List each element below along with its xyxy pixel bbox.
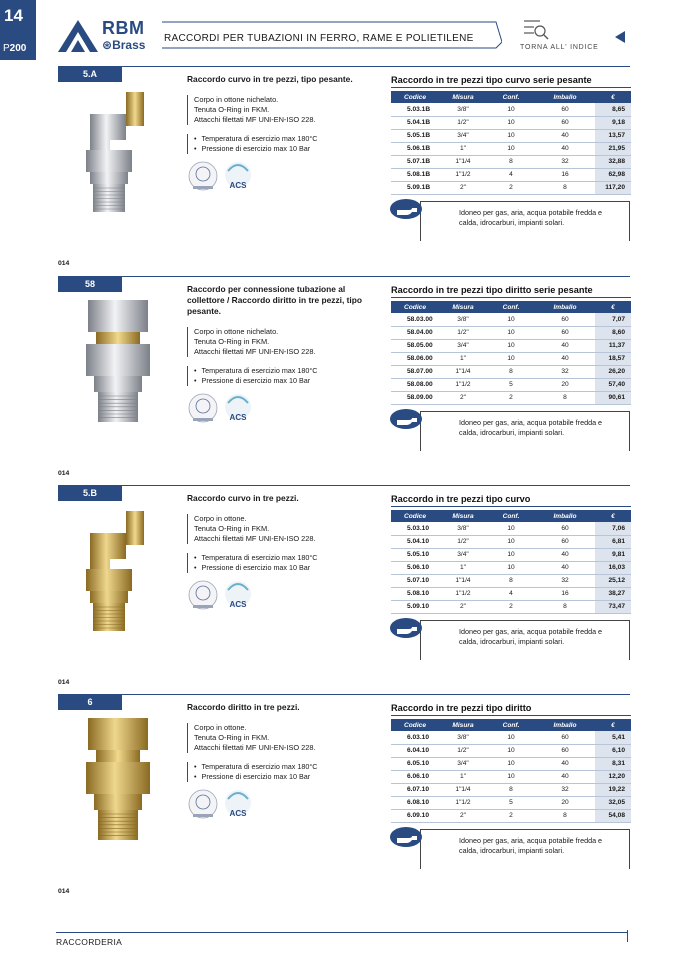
triangle-left-icon[interactable] xyxy=(614,30,626,44)
box-qty: 8 xyxy=(535,181,595,194)
table-title-rule xyxy=(391,715,631,716)
product-title: Raccordo per connessione tubazione al collettore / Raccordo diritto in tre pezzi, tipo pesante. xyxy=(187,284,362,316)
certification-logos xyxy=(188,391,258,425)
feature-item: • Temperatura di esercizio max 180°C xyxy=(194,366,317,376)
footer-label: RACCORDERIA xyxy=(56,937,123,947)
box-qty: 40 xyxy=(535,352,595,365)
table-header-row xyxy=(391,719,631,731)
product-title: Raccordo diritto in tre pezzi. xyxy=(187,702,300,712)
table-header-cell: Codice xyxy=(391,91,439,103)
pointing-hand-icon xyxy=(389,198,423,220)
price: 90,61 xyxy=(595,391,631,404)
pack-qty: 10 xyxy=(487,744,535,757)
feature-item: • Temperatura di esercizio max 180°C xyxy=(194,553,317,563)
description-line: Tenuta O-Ring in FKM. xyxy=(194,337,270,346)
size: 1"1/4 xyxy=(439,783,487,796)
size: 1" xyxy=(439,770,487,783)
table-header-cell: Imballo xyxy=(535,301,595,313)
size: 1"1/2 xyxy=(439,168,487,181)
product-image xyxy=(68,84,168,219)
size: 1"1/4 xyxy=(439,574,487,587)
pack-qty: 10 xyxy=(487,561,535,574)
box-qty: 16 xyxy=(535,168,595,181)
table-row xyxy=(391,548,631,561)
usage-note-text: Idoneo per gas, aria, acqua potabile fredda e calda, idrocarburi, impianti solari. xyxy=(459,836,603,855)
size: 1/2" xyxy=(439,116,487,129)
price: 62,98 xyxy=(595,168,631,181)
section-code: 014 xyxy=(58,888,70,895)
box-qty: 16 xyxy=(535,587,595,600)
description-line: Tenuta O-Ring in FKM. xyxy=(194,105,270,114)
description-line: Attacchi filettati MF UNI-EN-ISO 228. xyxy=(194,743,316,752)
size: 1/2" xyxy=(439,326,487,339)
product-code: 5.07.1B xyxy=(391,155,439,168)
table-row xyxy=(391,181,631,194)
product-features xyxy=(187,366,317,386)
description-line: Corpo in ottone. xyxy=(194,514,247,523)
pack-qty: 10 xyxy=(487,116,535,129)
section-badge: 5.A xyxy=(58,67,122,82)
feature-item: • Pressione di esercizio max 10 Bar xyxy=(194,772,317,782)
section-code: 014 xyxy=(58,470,70,477)
svg-text:ACS: ACS xyxy=(229,600,247,609)
table-row xyxy=(391,731,631,744)
price: 8,65 xyxy=(595,103,631,116)
pointing-hand-icon xyxy=(389,408,423,430)
note-corner xyxy=(618,439,630,451)
box-qty: 40 xyxy=(535,129,595,142)
feature-item: • Pressione di esercizio max 10 Bar xyxy=(194,563,317,573)
product-image xyxy=(68,712,168,847)
table-row xyxy=(391,378,631,391)
table-row xyxy=(391,535,631,548)
box-qty: 32 xyxy=(535,155,595,168)
table-row xyxy=(391,116,631,129)
price: 32,05 xyxy=(595,796,631,809)
price: 16,03 xyxy=(595,561,631,574)
section-rule xyxy=(58,66,630,67)
table-header-cell: Imballo xyxy=(535,91,595,103)
table-row xyxy=(391,561,631,574)
section-badge: 58 xyxy=(58,277,122,292)
table-row xyxy=(391,168,631,181)
product-code: 5.03.10 xyxy=(391,522,439,535)
box-qty: 40 xyxy=(535,142,595,155)
section-rule xyxy=(58,485,630,486)
table-title: Raccordo in tre pezzi tipo diritto serie pesante xyxy=(391,285,593,295)
table-header-cell: Imballo xyxy=(535,719,595,731)
box-qty: 60 xyxy=(535,744,595,757)
table-header-cell: Conf. xyxy=(487,301,535,313)
size: 1" xyxy=(439,142,487,155)
pack-qty: 10 xyxy=(487,339,535,352)
size: 3/8" xyxy=(439,103,487,116)
svg-text:ACS: ACS xyxy=(229,413,247,422)
table-title-rule xyxy=(391,297,631,298)
price-table xyxy=(391,301,631,405)
product-code: 6.09.10 xyxy=(391,809,439,822)
pack-qty: 10 xyxy=(487,352,535,365)
pack-qty: 8 xyxy=(487,783,535,796)
price: 26,20 xyxy=(595,365,631,378)
size: 2" xyxy=(439,600,487,613)
price: 6,81 xyxy=(595,535,631,548)
size: 1"1/2 xyxy=(439,378,487,391)
product-code: 5.09.10 xyxy=(391,600,439,613)
pack-qty: 10 xyxy=(487,535,535,548)
pack-qty: 10 xyxy=(487,313,535,326)
size: 1"1/4 xyxy=(439,365,487,378)
size: 1"1/4 xyxy=(439,155,487,168)
pack-qty: 10 xyxy=(487,757,535,770)
feature-item: • Temperatura di esercizio max 180°C xyxy=(194,134,317,144)
box-qty: 60 xyxy=(535,522,595,535)
size: 1" xyxy=(439,561,487,574)
feature-item: • Temperatura di esercizio max 180°C xyxy=(194,762,317,772)
table-row xyxy=(391,796,631,809)
product-image xyxy=(68,503,168,638)
size: 1" xyxy=(439,352,487,365)
section-rule xyxy=(58,276,630,277)
box-qty: 60 xyxy=(535,326,595,339)
description-line: Attacchi filettati MF UNI-EN-ISO 228. xyxy=(194,347,316,356)
header-title: RACCORDI PER TUBAZIONI IN FERRO, RAME E POLIETILENE xyxy=(164,33,474,44)
description-line: Attacchi filettati MF UNI-EN-ISO 228. xyxy=(194,115,316,124)
product-code: 6.04.10 xyxy=(391,744,439,757)
logo-mountain-icon xyxy=(56,18,100,54)
table-header-cell: Misura xyxy=(439,91,487,103)
product-code: 5.07.10 xyxy=(391,574,439,587)
table-header-cell: Conf. xyxy=(487,719,535,731)
pack-qty: 10 xyxy=(487,326,535,339)
table-row xyxy=(391,744,631,757)
size: 3/8" xyxy=(439,522,487,535)
note-corner xyxy=(618,857,630,869)
price: 8,60 xyxy=(595,326,631,339)
section-code: 014 xyxy=(58,260,70,267)
note-corner xyxy=(618,229,630,241)
certification-logos xyxy=(188,578,258,612)
page-sub-number xyxy=(3,43,26,54)
size: 3/8" xyxy=(439,731,487,744)
box-qty: 40 xyxy=(535,561,595,574)
page-sub: 200 xyxy=(9,43,27,54)
product-code: 58.06.00 xyxy=(391,352,439,365)
price: 32,88 xyxy=(595,155,631,168)
price: 7,06 xyxy=(595,522,631,535)
note-corner xyxy=(618,648,630,660)
size: 1/2" xyxy=(439,535,487,548)
usage-note xyxy=(420,201,630,241)
price: 25,12 xyxy=(595,574,631,587)
pointing-hand-icon xyxy=(389,826,423,848)
description-line: Corpo in ottone. xyxy=(194,723,247,732)
pack-qty: 10 xyxy=(487,548,535,561)
table-header-cell: Codice xyxy=(391,301,439,313)
table-header-cell: Misura xyxy=(439,510,487,522)
price: 6,10 xyxy=(595,744,631,757)
price: 21,95 xyxy=(595,142,631,155)
pack-qty: 2 xyxy=(487,391,535,404)
pack-qty: 10 xyxy=(487,770,535,783)
size: 3/4" xyxy=(439,339,487,352)
price: 8,31 xyxy=(595,757,631,770)
price: 18,57 xyxy=(595,352,631,365)
svg-text:ACS: ACS xyxy=(229,809,247,818)
pack-qty: 10 xyxy=(487,142,535,155)
box-qty: 60 xyxy=(535,313,595,326)
table-row xyxy=(391,809,631,822)
footer-rule xyxy=(56,932,628,933)
product-code: 5.06.10 xyxy=(391,561,439,574)
product-code: 5.08.10 xyxy=(391,587,439,600)
price: 54,08 xyxy=(595,809,631,822)
usage-note-text: Idoneo per gas, aria, acqua potabile fredda e calda, idrocarburi, impianti solari. xyxy=(459,418,603,437)
description-line: Tenuta O-Ring in FKM. xyxy=(194,524,270,533)
table-title: Raccordo in tre pezzi tipo diritto xyxy=(391,703,532,713)
box-qty: 60 xyxy=(535,116,595,129)
pack-qty: 5 xyxy=(487,378,535,391)
usage-note-text: Idoneo per gas, aria, acqua potabile fredda e calda, idrocarburi, impianti solari. xyxy=(459,627,603,646)
table-row xyxy=(391,365,631,378)
table-row xyxy=(391,155,631,168)
size: 1"1/2 xyxy=(439,587,487,600)
product-code: 5.04.1B xyxy=(391,116,439,129)
size: 1/2" xyxy=(439,744,487,757)
pack-qty: 8 xyxy=(487,365,535,378)
index-list-icon[interactable] xyxy=(522,18,550,40)
price-table xyxy=(391,91,631,195)
price: 73,47 xyxy=(595,600,631,613)
product-code: 5.05.1B xyxy=(391,129,439,142)
section-rule xyxy=(58,694,630,695)
table-header-cell: Conf. xyxy=(487,510,535,522)
table-row xyxy=(391,574,631,587)
size: 3/8" xyxy=(439,313,487,326)
box-qty: 32 xyxy=(535,365,595,378)
price: 57,40 xyxy=(595,378,631,391)
table-row xyxy=(391,391,631,404)
product-features xyxy=(187,553,317,573)
brand-logo[interactable] xyxy=(56,18,156,54)
pack-qty: 10 xyxy=(487,129,535,142)
feature-item: • Pressione di esercizio max 10 Bar xyxy=(194,376,317,386)
product-code: 5.05.10 xyxy=(391,548,439,561)
product-title: Raccordo curvo in tre pezzi, tipo pesante. xyxy=(187,74,353,84)
product-code: 58.09.00 xyxy=(391,391,439,404)
pack-qty: 2 xyxy=(487,600,535,613)
price: 9,18 xyxy=(595,116,631,129)
usage-note xyxy=(420,620,630,660)
page-prefix: P xyxy=(3,43,10,54)
product-image xyxy=(68,294,168,429)
pack-qty: 4 xyxy=(487,587,535,600)
box-qty: 60 xyxy=(535,103,595,116)
price: 7,07 xyxy=(595,313,631,326)
table-row xyxy=(391,352,631,365)
box-qty: 40 xyxy=(535,548,595,561)
box-qty: 20 xyxy=(535,378,595,391)
product-code: 6.06.10 xyxy=(391,770,439,783)
box-qty: 8 xyxy=(535,809,595,822)
table-row xyxy=(391,757,631,770)
description-line: Corpo in ottone nichelato. xyxy=(194,95,279,104)
price-table xyxy=(391,510,631,614)
table-row xyxy=(391,103,631,116)
product-code: 6.05.10 xyxy=(391,757,439,770)
pack-qty: 4 xyxy=(487,168,535,181)
pack-qty: 10 xyxy=(487,731,535,744)
table-row xyxy=(391,339,631,352)
product-code: 58.08.00 xyxy=(391,378,439,391)
table-header-row xyxy=(391,510,631,522)
price: 117,20 xyxy=(595,181,631,194)
product-features xyxy=(187,134,317,154)
box-qty: 40 xyxy=(535,339,595,352)
section-badge: 5.B xyxy=(58,486,122,501)
table-row xyxy=(391,522,631,535)
size: 2" xyxy=(439,181,487,194)
table-header-cell: Codice xyxy=(391,719,439,731)
table-header-cell: Codice xyxy=(391,510,439,522)
table-row xyxy=(391,600,631,613)
product-code: 5.08.1B xyxy=(391,168,439,181)
box-qty: 40 xyxy=(535,770,595,783)
certification-logos xyxy=(188,787,258,821)
pack-qty: 8 xyxy=(487,155,535,168)
box-qty: 32 xyxy=(535,574,595,587)
box-qty: 8 xyxy=(535,600,595,613)
product-description xyxy=(187,95,316,125)
box-qty: 60 xyxy=(535,731,595,744)
price: 12,20 xyxy=(595,770,631,783)
table-header-cell: € xyxy=(595,510,631,522)
size: 1"1/2 xyxy=(439,796,487,809)
table-title: Raccordo in tre pezzi tipo curvo serie pesante xyxy=(391,75,592,85)
price: 38,27 xyxy=(595,587,631,600)
table-header-cell: € xyxy=(595,91,631,103)
size: 2" xyxy=(439,391,487,404)
table-header-cell: € xyxy=(595,719,631,731)
product-code: 5.09.1B xyxy=(391,181,439,194)
brand-sub-text: Brass xyxy=(112,38,146,52)
table-title-rule xyxy=(391,87,631,88)
table-row xyxy=(391,313,631,326)
section-badge: 6 xyxy=(58,695,122,710)
product-code: 58.03.00 xyxy=(391,313,439,326)
brand-sub: ⊛Brass xyxy=(102,38,146,52)
usage-note-text: Idoneo per gas, aria, acqua potabile fredda e calda, idrocarburi, impianti solari. xyxy=(459,208,603,227)
table-row xyxy=(391,770,631,783)
certification-logos xyxy=(188,159,258,193)
pack-qty: 2 xyxy=(487,181,535,194)
description-line: Tenuta O-Ring in FKM. xyxy=(194,733,270,742)
pack-qty: 5 xyxy=(487,796,535,809)
section-code: 014 xyxy=(58,679,70,686)
table-row xyxy=(391,326,631,339)
product-code: 5.06.1B xyxy=(391,142,439,155)
price-table xyxy=(391,719,631,823)
product-code: 6.07.10 xyxy=(391,783,439,796)
product-code: 5.03.1B xyxy=(391,103,439,116)
feature-item: • Pressione di esercizio max 10 Bar xyxy=(194,144,317,154)
size: 3/4" xyxy=(439,757,487,770)
pointing-hand-icon xyxy=(389,617,423,639)
pack-qty: 2 xyxy=(487,809,535,822)
box-qty: 32 xyxy=(535,783,595,796)
product-title: Raccordo curvo in tre pezzi. xyxy=(187,493,299,503)
description-line: Corpo in ottone nichelato. xyxy=(194,327,279,336)
table-row xyxy=(391,587,631,600)
table-header-cell: Imballo xyxy=(535,510,595,522)
description-line: Attacchi filettati MF UNI-EN-ISO 228. xyxy=(194,534,316,543)
usage-note xyxy=(420,411,630,451)
product-code: 58.07.00 xyxy=(391,365,439,378)
pack-qty: 10 xyxy=(487,103,535,116)
size: 3/4" xyxy=(439,129,487,142)
table-row xyxy=(391,129,631,142)
table-header-row xyxy=(391,301,631,313)
product-description xyxy=(187,514,316,544)
box-qty: 60 xyxy=(535,535,595,548)
product-description xyxy=(187,327,316,357)
price: 19,22 xyxy=(595,783,631,796)
box-qty: 20 xyxy=(535,796,595,809)
size: 2" xyxy=(439,809,487,822)
price: 13,57 xyxy=(595,129,631,142)
table-row xyxy=(391,142,631,155)
back-to-index-link[interactable]: TORNA ALL' INDICE xyxy=(520,44,599,51)
usage-note xyxy=(420,829,630,869)
table-header-row xyxy=(391,91,631,103)
box-qty: 40 xyxy=(535,757,595,770)
box-qty: 8 xyxy=(535,391,595,404)
size: 3/4" xyxy=(439,548,487,561)
table-header-cell: Misura xyxy=(439,301,487,313)
pack-qty: 10 xyxy=(487,522,535,535)
product-code: 58.05.00 xyxy=(391,339,439,352)
table-header-cell: Misura xyxy=(439,719,487,731)
product-features xyxy=(187,762,317,782)
table-title-rule xyxy=(391,506,631,507)
product-code: 5.04.10 xyxy=(391,535,439,548)
price: 9,81 xyxy=(595,548,631,561)
product-description xyxy=(187,723,316,753)
pack-qty: 8 xyxy=(487,574,535,587)
table-row xyxy=(391,783,631,796)
brand-name: RBM xyxy=(102,18,145,38)
product-code: 58.04.00 xyxy=(391,326,439,339)
price: 5,41 xyxy=(595,731,631,744)
page-number: 14 xyxy=(4,6,23,25)
table-title: Raccordo in tre pezzi tipo curvo xyxy=(391,494,531,504)
price: 11,37 xyxy=(595,339,631,352)
table-header-cell: Conf. xyxy=(487,91,535,103)
footer-tick xyxy=(627,930,628,942)
svg-text:ACS: ACS xyxy=(229,181,247,190)
product-code: 6.08.10 xyxy=(391,796,439,809)
table-header-cell: € xyxy=(595,301,631,313)
product-code: 6.03.10 xyxy=(391,731,439,744)
